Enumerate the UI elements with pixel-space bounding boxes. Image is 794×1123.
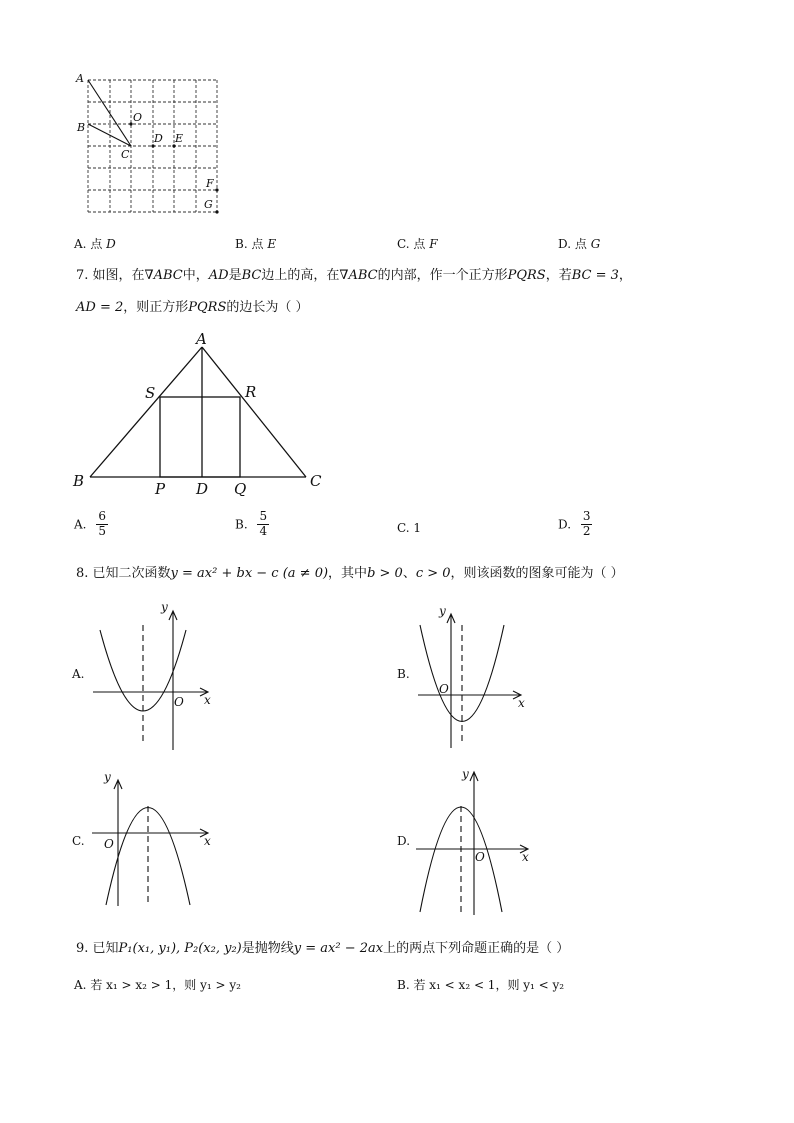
q8-option-d[interactable]: D. xyxy=(397,834,411,848)
option-text: 点 xyxy=(251,237,264,251)
option-text: 点 xyxy=(574,237,587,251)
q7-option-c[interactable] xyxy=(397,521,421,535)
q6-grid-figure xyxy=(70,66,230,222)
square-pqrs xyxy=(160,397,240,477)
option-key: D. xyxy=(558,237,572,251)
option-key: B. xyxy=(235,517,248,532)
option-key: D. xyxy=(558,517,572,532)
option-text: 若 x₁ < x₂ < 1，则 y₁ < y₂ xyxy=(413,978,565,992)
q9-option-a[interactable] xyxy=(74,976,241,993)
q8-graph-b[interactable] xyxy=(412,596,532,756)
segment-ac xyxy=(88,80,131,146)
q8-graph-d[interactable] xyxy=(412,762,536,922)
label-d: D xyxy=(196,480,209,496)
option-var: D xyxy=(106,237,116,251)
origin-label: O xyxy=(475,850,485,864)
option-text: 点 xyxy=(90,237,103,251)
label-s: S xyxy=(145,384,156,402)
q7-stem-line2: AD = 2，则正方形PQRS的边长为（ ） xyxy=(76,300,309,315)
label-b: B xyxy=(77,121,86,134)
option-key: A. xyxy=(74,237,87,251)
option-key: C. xyxy=(397,237,410,251)
q8-graph-a[interactable] xyxy=(88,596,218,756)
x-label: x xyxy=(522,850,529,864)
y-label: y xyxy=(161,600,168,614)
q7-option-a[interactable] xyxy=(74,510,108,539)
q6-option-d[interactable] xyxy=(558,235,600,252)
option-var: G xyxy=(590,237,601,251)
q6-option-b[interactable] xyxy=(235,235,276,252)
option-key: C. xyxy=(397,521,410,535)
label-p: P xyxy=(155,480,166,496)
label-c: C xyxy=(121,148,130,161)
label-g: G xyxy=(204,198,213,211)
q8-option-b[interactable]: B. xyxy=(397,667,410,681)
origin-label: O xyxy=(104,837,114,851)
q7-triangle-figure xyxy=(66,328,330,496)
q7-option-d[interactable] xyxy=(558,510,592,539)
side-ac xyxy=(202,347,306,477)
y-label: y xyxy=(104,770,111,784)
point-g xyxy=(215,210,218,213)
x-label: x xyxy=(204,693,211,707)
q9-option-b[interactable] xyxy=(397,976,564,993)
option-key: A. xyxy=(74,517,87,532)
label-e: E xyxy=(175,132,184,145)
option-text: 点 xyxy=(413,237,426,251)
label-f: F xyxy=(206,177,214,190)
label-q: Q xyxy=(234,480,247,496)
q6-option-c[interactable] xyxy=(397,235,438,252)
origin-label: O xyxy=(439,682,449,696)
label-d: D xyxy=(154,132,163,145)
q9-stem: 9. 已知P₁(x₁, y₁), P₂(x₂, y₂)是抛物线y = ax² − 2ax上的两点下列命题正确的是（ ） xyxy=(76,941,570,956)
label-a: A xyxy=(196,330,207,348)
q7-stem-line1: 7. 如图，在∇ABC中，AD是BC边上的高，在∇ABC的内部，作一个正方形PQRS，若BC = 3， xyxy=(76,268,632,283)
q6-option-a[interactable] xyxy=(74,235,116,252)
q8-stem: 8. 已知二次函数y = ax² + bx − c (a ≠ 0)，其中b > 0、c > 0，则该函数的图象可能为（ ） xyxy=(76,566,624,581)
option-key: B. xyxy=(397,978,410,992)
option-var: E xyxy=(267,237,277,251)
x-label: x xyxy=(518,696,525,710)
y-label: y xyxy=(462,767,469,781)
option-key: A. xyxy=(74,978,87,992)
option-text: 1 xyxy=(413,521,422,535)
point-f xyxy=(215,188,218,191)
option-text: 若 x₁ > x₂ > 1，则 y₁ > y₂ xyxy=(90,978,241,992)
side-ab xyxy=(90,347,202,477)
fraction: $\frac{6}{5}$ xyxy=(98,509,106,538)
option-key: B. xyxy=(235,237,248,251)
segment-bc xyxy=(88,124,131,146)
fraction: $\frac{5}{4}$ xyxy=(259,509,268,538)
q8-option-a[interactable]: A. xyxy=(72,667,85,681)
label-r: R xyxy=(245,383,257,401)
option-var: F xyxy=(429,237,438,251)
label-b: B xyxy=(73,472,85,490)
origin-label: O xyxy=(174,695,184,709)
label-o: O xyxy=(133,111,143,124)
q8-graph-c[interactable] xyxy=(88,766,214,918)
label-c: C xyxy=(310,472,322,490)
x-label: x xyxy=(204,834,211,848)
y-label: y xyxy=(439,604,446,618)
q7-option-b[interactable] xyxy=(235,510,269,539)
fraction: $\frac{3}{2}$ xyxy=(582,509,591,538)
q8-option-c[interactable]: C. xyxy=(72,834,85,848)
label-a: A xyxy=(76,72,84,85)
